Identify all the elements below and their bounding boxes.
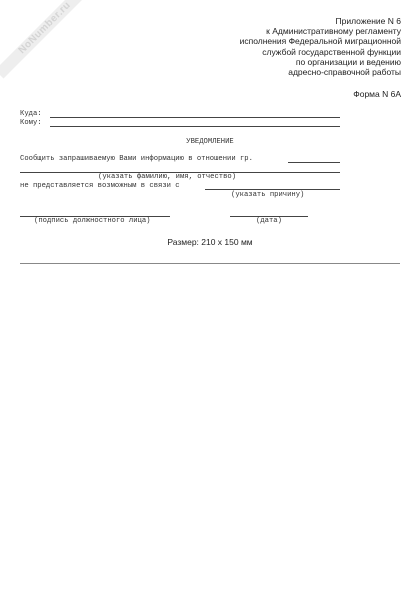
header-line-5: по организации и ведению (295, 56, 401, 67)
header-line-6: адресно-справочной работы (288, 67, 401, 78)
to-where-line[interactable] (50, 117, 340, 118)
reason-hint: (указать причину) (231, 191, 305, 199)
date-hint: (дата) (256, 217, 282, 225)
watermark-text: NoNumber.ru (16, 0, 74, 57)
reason-line[interactable] (205, 189, 340, 190)
watermark-corner (0, 0, 90, 90)
header-line-2: к Административному регламенту (266, 26, 401, 37)
size-note: Размер: 210 x 150 мм (167, 237, 253, 247)
report-text: Сообщить запрашиваемую Вами информацию в отношении гр. (20, 155, 253, 163)
bottom-divider (20, 263, 400, 264)
to-whom-line[interactable] (50, 126, 340, 127)
header-line-3: исполнения Федеральной миграционной (239, 36, 401, 47)
form-number: Форма N 6А (353, 89, 401, 99)
watermark-ribbon (0, 0, 90, 78)
header-line-4: службой государственной функции (262, 46, 401, 57)
signature-hint: (подпись должностного лица) (34, 217, 151, 225)
appendix-header (141, 16, 401, 77)
not-possible-text: не представляется возможным в связи с (20, 182, 180, 190)
to-whom-label: Кому: (20, 119, 42, 127)
to-where-label: Куда: (20, 110, 42, 118)
notice-title: УВЕДОМЛЕНИЕ (186, 138, 234, 146)
citizen-short-line[interactable] (288, 162, 340, 163)
name-hint: (указать фамилию, имя, отчество) (98, 173, 237, 181)
header-line-1: Приложение N 6 (335, 16, 401, 26)
